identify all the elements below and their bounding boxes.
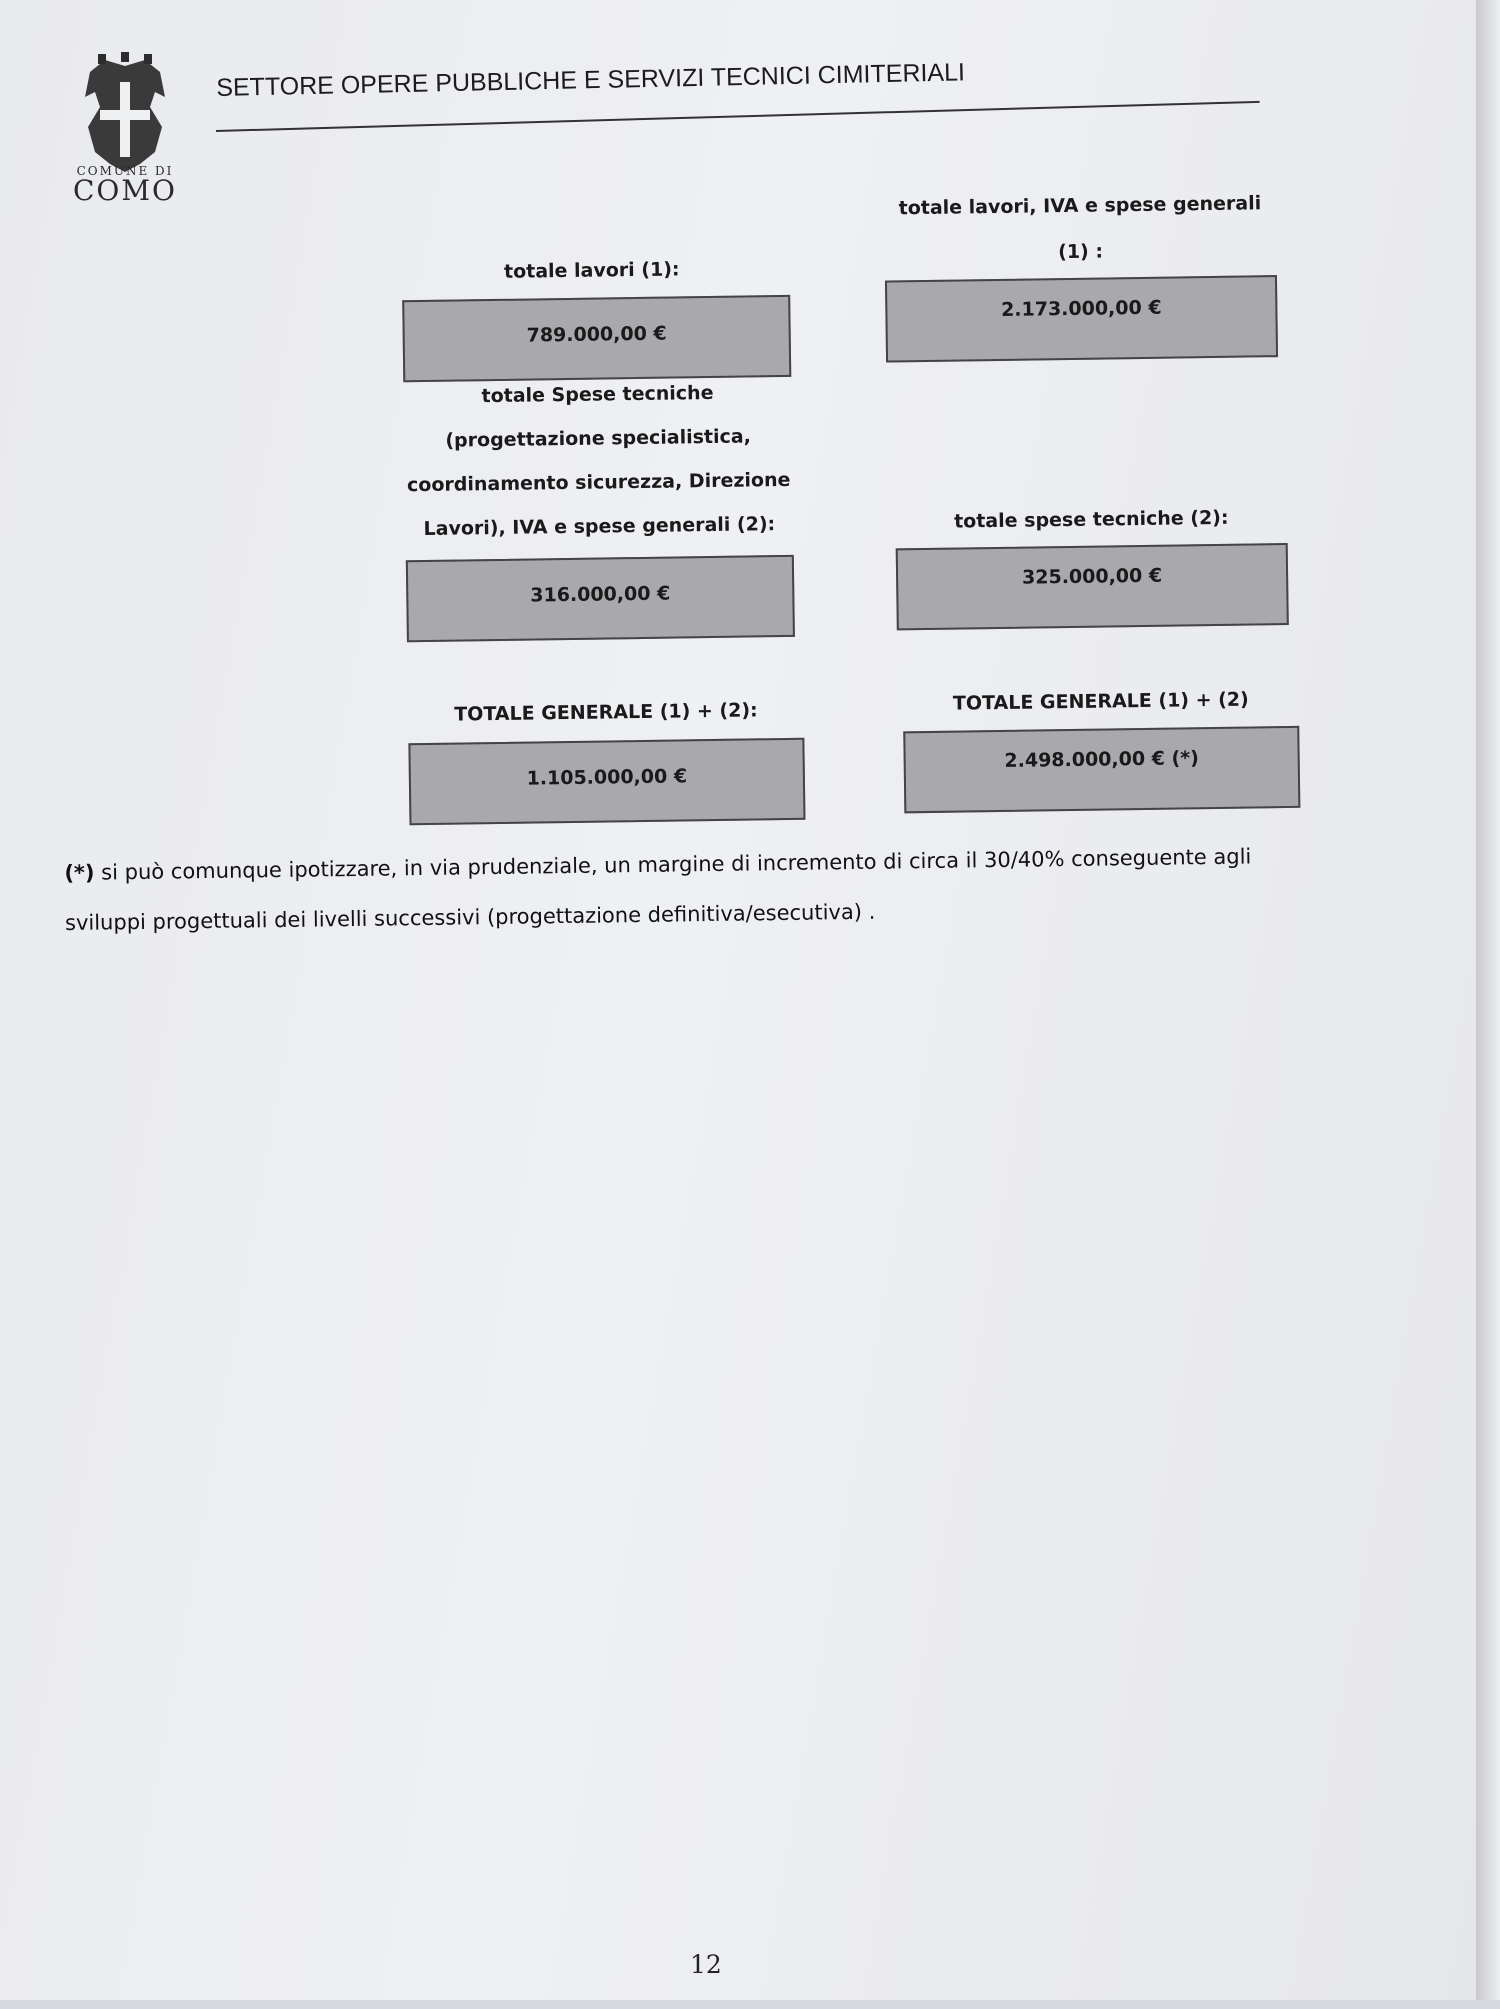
footnote-marker: (*) bbox=[64, 860, 95, 885]
left-works-label: totale lavori (1): bbox=[503, 258, 680, 283]
left-total-label: TOTALE GENERALE (1) + (2): bbox=[454, 699, 758, 726]
left-total-value-box: 1.105.000,00 € bbox=[408, 738, 805, 826]
right-tech-value-box: 325.000,00 € bbox=[896, 543, 1289, 630]
left-tech-value-box: 316.000,00 € bbox=[406, 555, 795, 642]
logo-big-text: COMO bbox=[72, 174, 177, 207]
left-tech-label-line: coordinamento sicurezza, Direzione bbox=[406, 468, 791, 497]
right-works-label-line: totale lavori, IVA e spese generali bbox=[898, 192, 1262, 220]
left-works-value-box: 789.000,00 € bbox=[402, 295, 791, 382]
header-title: SETTORE OPERE PUBBLICHE E SERVIZI TECNICI CIMITERIALI bbox=[216, 58, 966, 102]
page-number: 12 bbox=[690, 1950, 722, 1979]
left-tech-label-line: (progettazione specialistica, bbox=[445, 425, 752, 452]
left-tech-label-line: totale Spese tecniche bbox=[481, 381, 714, 408]
right-works-value-box: 2.173.000,00 € bbox=[885, 275, 1278, 362]
footnote bbox=[64, 831, 1305, 948]
right-total-value-box: 2.498.000,00 € (*) bbox=[903, 726, 1300, 814]
right-tech-label: totale spese tecniche (2): bbox=[953, 506, 1229, 533]
logo-small-text: COMUNE DI bbox=[76, 164, 174, 178]
footnote-text: si può comunque ipotizzare, in via prudenziale, un margine di incremento di circa il 30/40% conseguente agli sviluppi progettuali dei livelli successivi (progettazione definitiva/esecutiva) . bbox=[64, 844, 1252, 935]
right-works-label-line: (1) : bbox=[1058, 240, 1104, 264]
left-tech-label-line: Lavori), IVA e spese generali (2): bbox=[423, 513, 776, 541]
right-total-label: TOTALE GENERALE (1) + (2) bbox=[952, 688, 1249, 715]
page-edge-shadow bbox=[1476, 0, 1500, 2000]
